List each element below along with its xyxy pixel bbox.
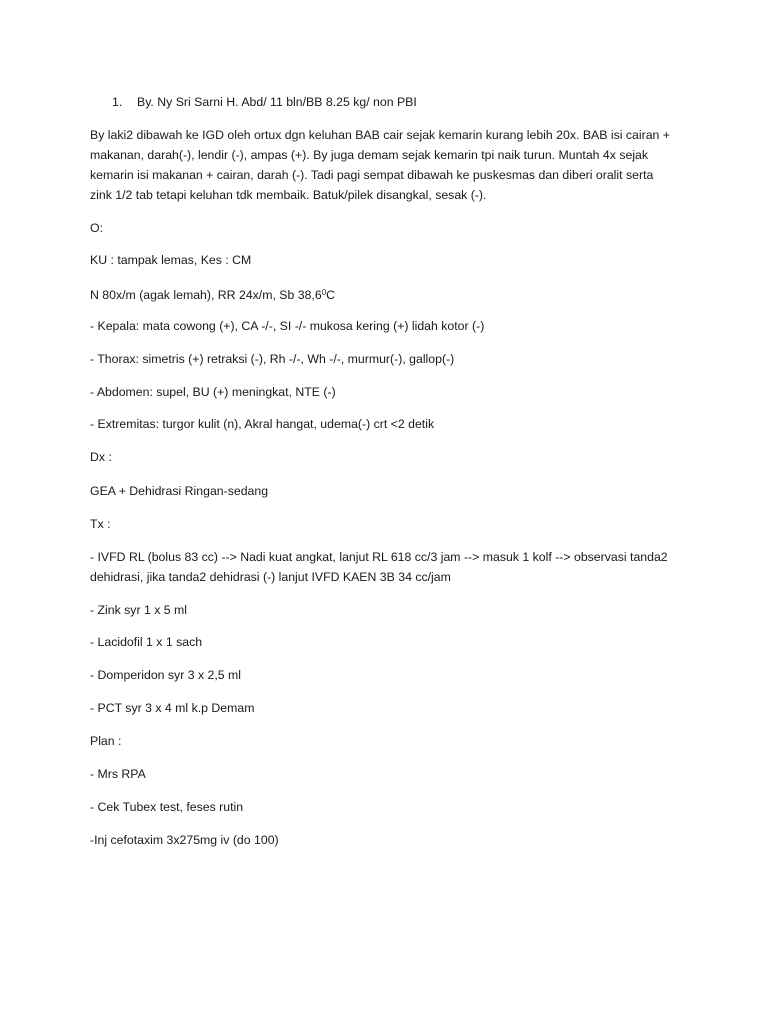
tx-ivfd-line-2: dehidrasi, jika tanda2 dehidrasi (-) lanjut IVFD KAEN 3B 34 cc/jam xyxy=(90,570,451,584)
tx-domperidon-line: - Domperidon syr 3 x 2,5 ml xyxy=(90,668,242,682)
tx-ivfd-line-1: - IVFD RL (bolus 83 cc) --> Nadi kuat angkat, lanjut RL 618 cc/3 jam --> masuk 1 kolf --> observasi tanda2 xyxy=(90,550,668,564)
degree-superscript: 0 xyxy=(321,288,327,297)
dx-line: GEA + Dehidrasi Ringan-sedang xyxy=(90,484,269,498)
vitals-line xyxy=(90,283,335,305)
plan-mrs-line: - Mrs RPA xyxy=(90,767,146,781)
dx-heading: Dx : xyxy=(90,450,112,464)
ku-line: KU : tampak lemas, Kes : CM xyxy=(90,253,252,267)
plan-heading: Plan : xyxy=(90,734,122,748)
plan-inj-line: -Inj cefotaxim 3x275mg iv (do 100) xyxy=(90,833,279,847)
objective-heading: O: xyxy=(90,221,103,235)
tx-lacidofil-line: - Lacidofil 1 x 1 sach xyxy=(90,635,203,649)
vitals-text: N 80x/m (agak lemah), RR 24x/m, Sb 38,6 xyxy=(90,288,322,302)
subjective-line-1: By laki2 dibawah ke IGD oleh ortux dgn keluhan BAB cair sejak kemarin kurang lebih 20x. BAB isi cairan + xyxy=(90,128,670,142)
item-number: 1. xyxy=(112,95,123,109)
plan-cek-line: - Cek Tubex test, feses rutin xyxy=(90,800,244,814)
extremitas-line: - Extremitas: turgor kulit (n), Akral hangat, udema(-) crt <2 detik xyxy=(90,417,435,431)
tx-zink-line: - Zink syr 1 x 5 ml xyxy=(90,603,188,617)
abdomen-line: - Abdomen: supel, BU (+) meningkat, NTE (-) xyxy=(90,385,336,399)
vitals-unit: C xyxy=(326,288,336,302)
kepala-line: - Kepala: mata cowong (+), CA -/-, SI -/- mukosa kering (+) lidah kotor (-) xyxy=(90,319,485,333)
subjective-line-2: makanan, darah(-), lendir (-), ampas (+). By juga demam sejak kemarin tpi naik turun. Muntah 4x sejak xyxy=(90,148,649,162)
tx-heading: Tx : xyxy=(90,517,111,531)
subjective-line-3: kemarin isi makanan + cairan, darah (-). Tadi pagi sempat dibawah ke puskesmas dan diberi oralit serta xyxy=(90,168,654,182)
thorax-line: - Thorax: simetris (+) retraksi (-), Rh -/-, Wh -/-, murmur(-), gallop(-) xyxy=(90,352,455,366)
subjective-line-4: zink 1/2 tab tetapi keluhan tdk membaik. Batuk/pilek disangkal, sesak (-). xyxy=(90,188,487,202)
tx-pct-line: - PCT syr 3 x 4 ml k.p Demam xyxy=(90,701,255,715)
patient-title: By. Ny Sri Sarni H. Abd/ 11 bln/BB 8.25 kg/ non PBI xyxy=(137,95,417,109)
